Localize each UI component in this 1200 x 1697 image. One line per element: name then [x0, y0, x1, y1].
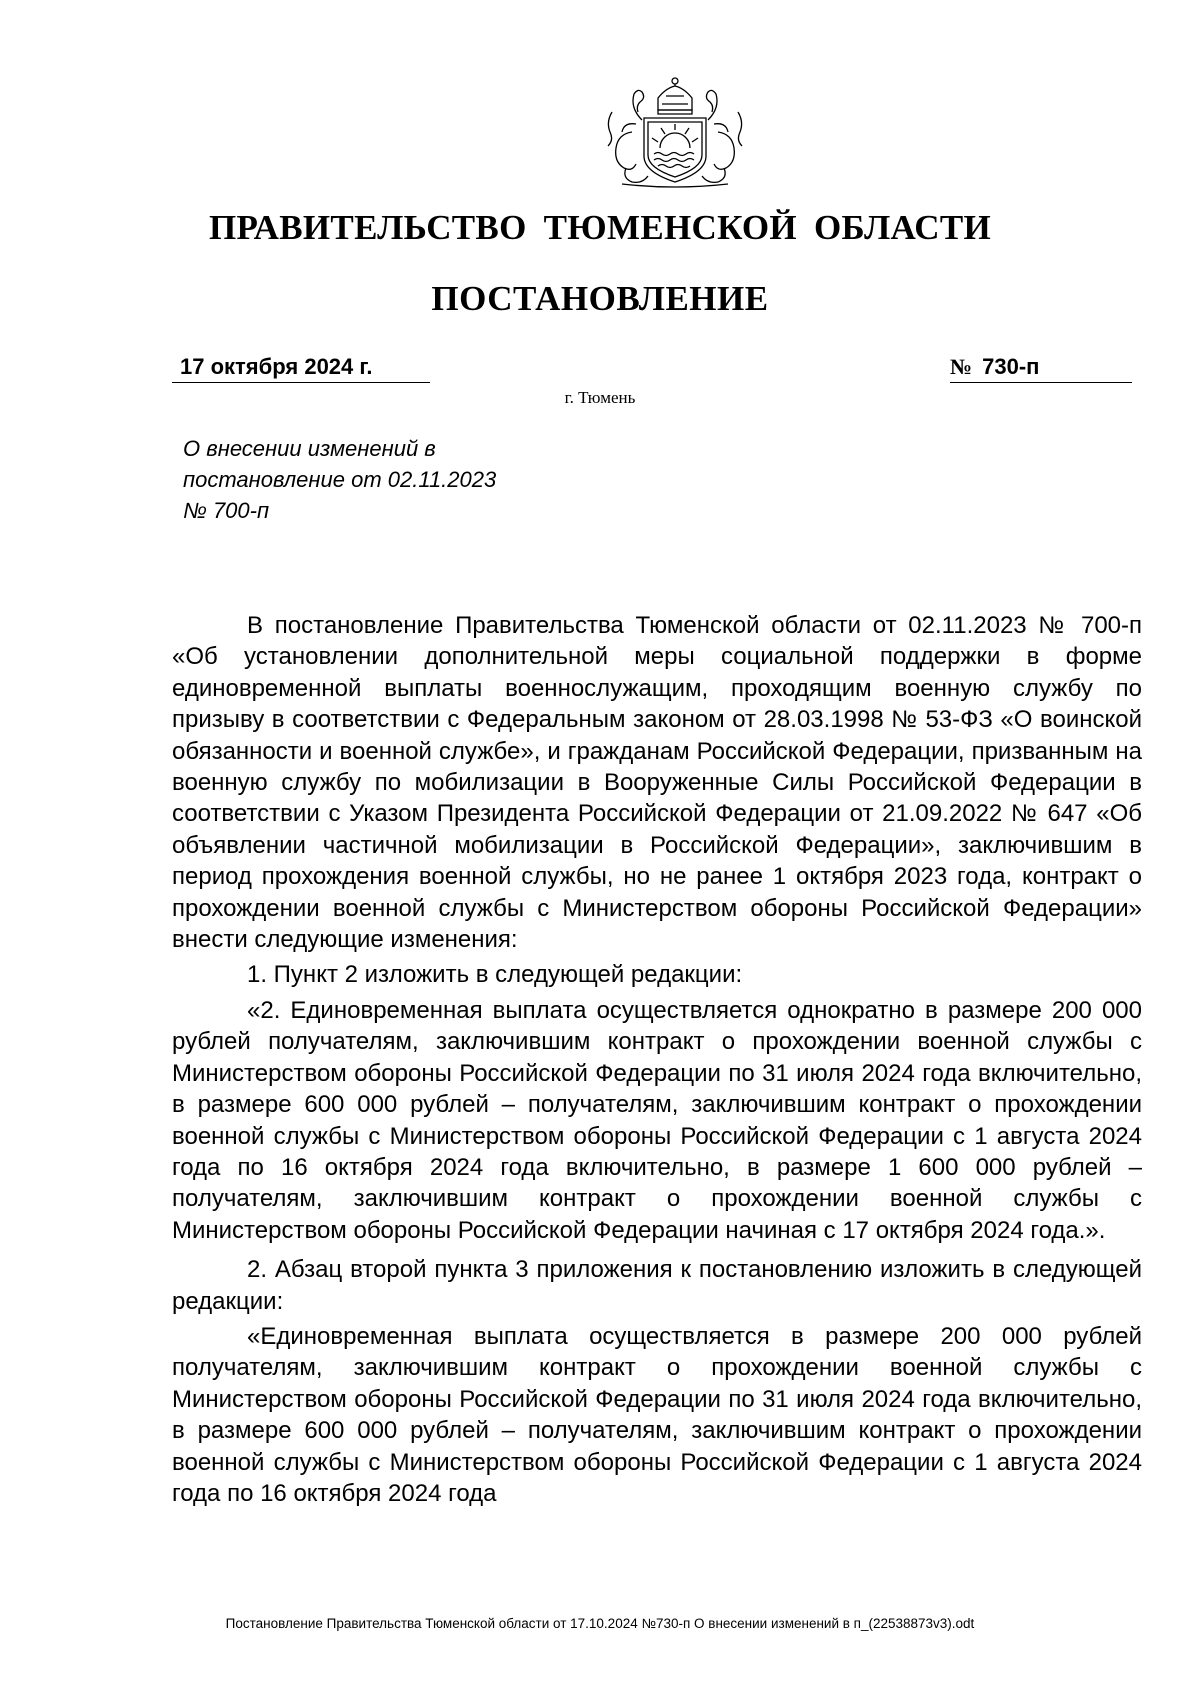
subject-line: № 700-п	[183, 498, 270, 523]
page-footer: Постановление Правительства Тюменской области от 17.10.2024 №730-п О внесении изменений в п_(22538873v3).odt	[225, 1616, 975, 1631]
subject-line: постановление от 02.11.2023	[183, 467, 497, 492]
document-number: 730-п	[982, 354, 1040, 379]
document-city: г. Тюмень	[564, 388, 636, 407]
body-paragraph: В постановление Правительства Тюменской области от 02.11.2023 № 700-п «Об установлении дополнительной меры социальной поддержки в форме единовременной выплаты военнослужащим, проходящим военную службу по призыву в соответствии с Федеральным законом от 28.03.1998 № 53-ФЗ «О воинской обязанности и военной службе», и гражданам Российской Федерации, призванным на военную службу по мобилизации в Вооруженные Силы Российской Федерации в соответствии с Указом Президента Российской Федерации от 21.09.2022 № 647 «Об объявлении частичной мобилизации в Российской Федерации», заключившим в период прохождения военной службы, но не ранее 1 октября 2023 года, контракт о прохождении военной службы с Министерством обороны Российской Федерации» внести следующие изменения:	[172, 612, 1142, 954]
body-paragraph: «2. Единовременная выплата осуществляется однократно в размере 200 000 рублей получателям, заключившим контракт о прохождении военной службы с Министерством обороны Российской Федерации по 31 июля 2024 года включительно, в размере 600 000 рублей – получателям, заключившим контракт о прохождении военной службы с Министерством обороны Российской Федерации с 1 августа 2024 года по 16 октября 2024 года включительно, в размере 1 600 000 рублей – получателям, заключившим контракт о прохождении военной службы с Министерством обороны Российской Федерации начиная с 17 октября 2024 года.».	[172, 996, 1142, 1244]
number-sign: №	[950, 354, 973, 379]
coat-of-arms-icon	[592, 72, 758, 190]
subject-line: О внесении изменений в	[183, 436, 436, 461]
body-paragraph: 1. Пункт 2 изложить в следующей редакции:	[247, 961, 743, 989]
document-number-field	[950, 354, 1132, 383]
document-date: 17 октября 2024 г.	[172, 354, 430, 383]
body-paragraph: 2. Абзац второй пункта 3 приложения к постановлению изложить в следующей редакции:	[172, 1256, 1142, 1315]
document-subject	[183, 433, 603, 526]
document-type: ПОСТАНОВЛЕНИЕ	[431, 279, 769, 318]
body-paragraph: «Единовременная выплата осуществляется в размере 200 000 рублей получателям, заключившим контракт о прохождении военной службы с Министерством обороны Российской Федерации по 31 июля 2024 года включительно, в размере 600 000 рублей – получателям, заключившим контракт о прохождении военной службы с Министерством обороны Российской Федерации с 1 августа 2024 года по 16 октября 2024 года	[172, 1322, 1142, 1507]
organization-title: ПРАВИТЕЛЬСТВО ТЮМЕНСКОЙ ОБЛАСТИ	[208, 208, 992, 247]
document-body	[172, 610, 1142, 1509]
